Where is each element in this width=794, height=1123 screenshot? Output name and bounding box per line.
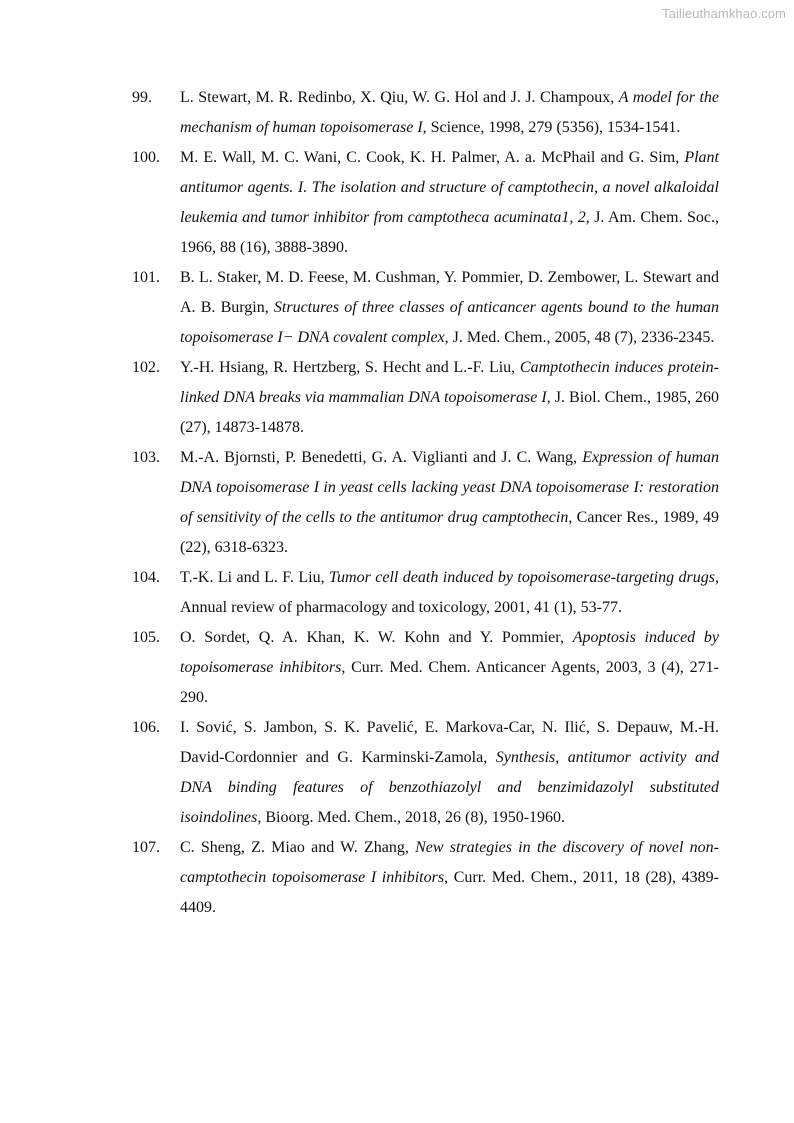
reference-title: Synthesis, antitumor activity and DNA binding features of benzothiazolyl and benzimidazolyl substituted isoindolines	[180, 749, 720, 826]
reference-number: 102.	[132, 359, 160, 376]
reference-number: 100.	[132, 149, 160, 166]
reference-source: , J. Med. Chem., 2005, 48 (7), 2336-2345.	[444, 329, 715, 346]
reference-number: 107.	[132, 839, 160, 856]
reference-item-99	[0, 83, 719, 143]
reference-title: Camptothecin induces protein-linked DNA breaks via mammalian DNA topoisomerase I	[180, 359, 720, 406]
reference-source: , Cancer Res., 1989, 49 (22), 6318-6323.	[180, 509, 719, 556]
reference-authors: L. Stewart, M. R. Redinbo, X. Qiu, W. G. Hol and J. J. Champoux,	[180, 89, 619, 106]
reference-authors: I. Sović, S. Jambon, S. K. Pavelić, E. Markova-Car, N. Ilić, S. Depauw, M.-H. David-Cordonnier and G. Karminski-Zamola,	[180, 719, 719, 766]
reference-authors: B. L. Staker, M. D. Feese, M. Cushman, Y. Pommier, D. Zembower, L. Stewart and A. B. Burgin,	[180, 269, 719, 316]
reference-title: Tumor cell death induced by topoisomerase-targeting drugs	[329, 569, 715, 586]
reference-number: 101.	[132, 269, 160, 286]
reference-title: Structures of three classes of anticancer agents bound to the human topoisomerase I− DNA covalent complex	[180, 299, 719, 346]
reference-authors: T.-K. Li and L. F. Liu,	[180, 569, 330, 586]
reference-source: , J. Am. Chem. Soc., 1966, 88 (16), 3888-3890.	[180, 209, 720, 256]
reference-item-107	[0, 833, 719, 923]
reference-item-105	[0, 623, 719, 713]
reference-title: Expression of human DNA topoisomerase I in yeast cells lacking yeast DNA topoisomerase I: restoration of sensitivity of the cells to the antitumor drug camptothecin	[180, 449, 719, 526]
reference-authors: O. Sordet, Q. A. Khan, K. W. Kohn and Y. Pommier,	[180, 629, 573, 646]
reference-source: , Science, 1998, 279 (5356), 1534-1541.	[422, 119, 681, 136]
reference-authors: C. Sheng, Z. Miao and W. Zhang,	[180, 839, 416, 856]
reference-source: , Annual review of pharmacology and toxicology, 2001, 41 (1), 53-77.	[180, 569, 719, 616]
reference-item-101	[0, 263, 719, 353]
reference-item-103	[0, 443, 719, 563]
reference-list	[0, 83, 794, 923]
reference-number: 99.	[132, 89, 152, 106]
reference-number: 105.	[132, 629, 160, 646]
reference-title: Apoptosis induced by topoisomerase inhibitors	[180, 629, 720, 676]
reference-number: 103.	[132, 449, 160, 466]
reference-source: , Curr. Med. Chem., 2011, 18 (28), 4389-4409.	[180, 869, 719, 916]
reference-item-106	[0, 713, 719, 833]
reference-authors: M.-A. Bjornsti, P. Benedetti, G. A. Viglianti and J. C. Wang,	[180, 449, 583, 466]
reference-authors: M. E. Wall, M. C. Wani, C. Cook, K. H. Palmer, A. a. McPhail and G. Sim,	[180, 149, 685, 166]
reference-source: , Curr. Med. Chem. Anticancer Agents, 2003, 3 (4), 271-290.	[180, 659, 720, 706]
reference-item-102	[0, 353, 719, 443]
reference-item-104	[0, 563, 719, 623]
reference-number: 104.	[132, 569, 160, 586]
reference-title: Plant antitumor agents. I. The isolation and structure of camptothecin, a novel alkaloidal leukemia and tumor inhibitor from camptotheca acuminata1, 2	[180, 149, 719, 226]
reference-title: A model for the mechanism of human topoisomerase I	[180, 89, 719, 136]
reference-title: New strategies in the discovery of novel non-camptothecin topoisomerase I inhibitors	[180, 839, 719, 886]
reference-source: , Bioorg. Med. Chem., 2018, 26 (8), 1950-1960.	[257, 809, 566, 826]
watermark-text: Tailieuthamkhao.com	[661, 6, 786, 21]
reference-number: 106.	[132, 719, 160, 736]
reference-source: , J. Biol. Chem., 1985, 260 (27), 14873-14878.	[180, 389, 719, 436]
reference-authors: Y.-H. Hsiang, R. Hertzberg, S. Hecht and L.-F. Liu,	[180, 359, 520, 376]
reference-item-100	[0, 143, 719, 263]
